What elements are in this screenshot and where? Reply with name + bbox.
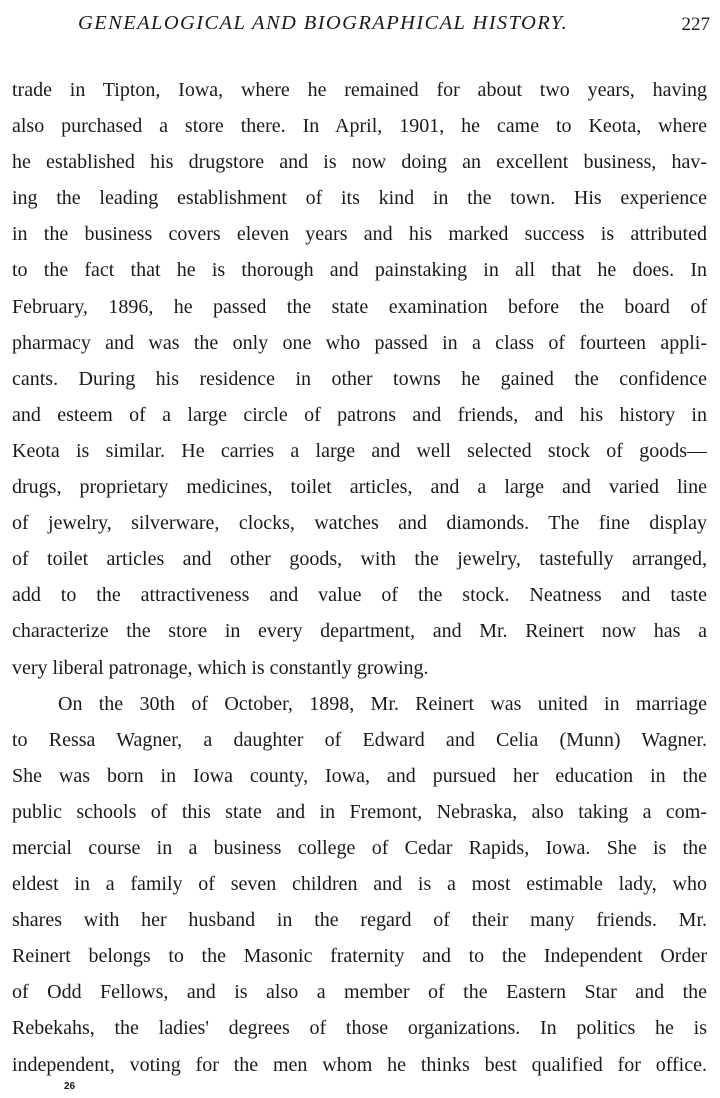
text-line: he established his drugstore and is now doing an excellent business, hav- bbox=[12, 151, 707, 174]
text-line: very liberal patronage, which is constantly growing. bbox=[12, 656, 429, 679]
text-line: Rebekahs, the ladies' degrees of those organizations. In politics he is bbox=[12, 1017, 707, 1040]
text-line: independent, voting for the men whom he thinks best qualified for office. bbox=[12, 1053, 707, 1076]
text-line: She was born in Iowa county, Iowa, and pursued her education in the bbox=[12, 764, 707, 787]
running-head bbox=[78, 12, 710, 42]
text-line: cants. During his residence in other towns he gained the confidence bbox=[12, 367, 707, 390]
text-line: of Odd Fellows, and is also a member of the Eastern Star and the bbox=[12, 981, 707, 1004]
text-line: On the 30th of October, 1898, Mr. Reinert was united in marriage bbox=[58, 692, 707, 715]
text-line: also purchased a store there. In April, 1901, he came to Keota, where bbox=[12, 115, 707, 138]
text-line: and esteem of a large circle of patrons and friends, and his history in bbox=[12, 403, 707, 426]
text-line: trade in Tipton, Iowa, where he remained for about two years, having bbox=[12, 79, 707, 101]
body-text bbox=[12, 72, 707, 1083]
text-line: shares with her husband in the regard of their many friends. Mr. bbox=[12, 909, 707, 932]
text-line: in the business covers eleven years and his marked success is attributed bbox=[12, 223, 707, 246]
text-line: eldest in a family of seven children and is a most estimable lady, who bbox=[12, 873, 707, 896]
text-line: to Ressa Wagner, a daughter of Edward and Celia (Munn) Wagner. bbox=[12, 728, 707, 751]
text-line: February, 1896, he passed the state examination before the board of bbox=[12, 295, 707, 318]
text-line: Keota is similar. He carries a large and well selected stock of goods— bbox=[12, 439, 707, 462]
text-line: pharmacy and was the only one who passed in a class of fourteen appli- bbox=[12, 331, 707, 354]
text-line: add to the attractiveness and value of the stock. Neatness and taste bbox=[12, 584, 707, 607]
paragraph-1 bbox=[12, 72, 707, 686]
page-number: 227 bbox=[681, 14, 710, 35]
paragraph-2 bbox=[12, 686, 707, 1083]
text-line: Reinert belongs to the Masonic fraternity and to the Independent Order bbox=[12, 945, 707, 968]
text-line: of toilet articles and other goods, with the jewelry, tastefully arranged, bbox=[12, 548, 707, 571]
text-line: characterize the store in every department, and Mr. Reinert now has a bbox=[12, 620, 707, 643]
running-title: GENEALOGICAL AND BIOGRAPHICAL HISTORY. bbox=[78, 12, 569, 34]
text-line: ing the leading establishment of its kind in the town. His experience bbox=[12, 187, 707, 210]
text-line: mercial course in a business college of Cedar Rapids, Iowa. She is the bbox=[12, 836, 707, 859]
text-line: public schools of this state and in Fremont, Nebraska, also taking a com- bbox=[12, 800, 707, 823]
text-line: drugs, proprietary medicines, toilet articles, and a large and varied line bbox=[12, 476, 707, 499]
text-line: to the fact that he is thorough and painstaking in all that he does. In bbox=[12, 259, 707, 282]
signature-mark: 26 bbox=[64, 1081, 76, 1092]
text-line: of jewelry, silverware, clocks, watches and diamonds. The fine display bbox=[12, 512, 707, 535]
